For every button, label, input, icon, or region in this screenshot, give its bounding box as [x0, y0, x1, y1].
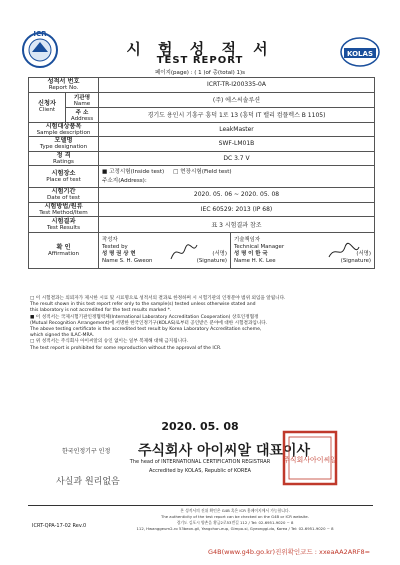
place-label: 시험장소 Place of test [29, 166, 99, 188]
note-line: which signed the ILAC-MRA. [30, 333, 94, 339]
applicant-label: 신청자 Client [29, 92, 66, 122]
report-no-value: ICRT-TR-I200335-0A [99, 78, 375, 93]
note-line: The result shown in this test report refer only to the sample(s) tested unless otherwise stated and [30, 302, 256, 308]
footer-line: 112, Hwanggeum2-ro 53beon-gil, Yangchon-eup, Gimpo-si, Gyeonggi-do, Korea / Tel: 02-6951-9020 ~ 8 [136, 526, 334, 531]
manager-cell: 기술책임자 Technical Manager 성 명 이 한 국 (서명) Name H. K. Lee (Signature) [231, 233, 375, 269]
seal-text: 주식회사아이씨알 [282, 456, 338, 464]
title-english: TEST REPORT [156, 55, 244, 66]
company-seal-icon [280, 428, 340, 488]
note-line: this laboratory is not accredited for the test results marked *. [30, 308, 172, 314]
footer-divider [28, 505, 373, 506]
results-label: 시험결과 Test Results [29, 217, 99, 233]
ratings-value: DC 3.7 V [99, 151, 375, 166]
copy-watermark: 사실과 원리없음 [56, 477, 120, 487]
kolas-logo-text: KOLAS [347, 50, 373, 58]
accredited-by: Accredited by KOLAS, Republic of KOREA [149, 468, 251, 474]
company-subtitle: The head of INTERNATIONAL CERTIFICATION REGISTRAR [129, 459, 271, 465]
notes-section [30, 296, 370, 352]
footer-line: The authenticity of the test report can be checked on the G4B or ICR website. [161, 514, 309, 519]
footer-line: 본 성적서의 진위 확인은 G4B 혹은 ICR 홈페이지에서 가능합니다. [180, 508, 290, 513]
report-no-label: 성적서 번호 Report No. [29, 78, 99, 93]
tested-by-cell: 작성자 Tested by 성 명 권 상 현 (서명) Name S. H. Gweon (Signature) [99, 233, 231, 269]
method-value: IEC 60529: 2013 (IP 68) [99, 202, 375, 217]
affirmation-label: 확 인 Affirmation [29, 233, 99, 269]
results-value: 표 3 시험결과 참조 [99, 217, 375, 233]
footer-line: 경기도 김포시 양촌읍 황금2로53번길 112 / Tel: 02-6951-9020 ~ 8 [176, 520, 294, 525]
tested-signature-icon [169, 241, 199, 263]
place-field: □ 현장시험(Field test) [173, 169, 232, 176]
note-line: The test report is prohibited for some reproduction without the approval of the ICR. [30, 345, 222, 351]
company-name: 주식회사 아이씨알 대표이사 [138, 443, 311, 459]
address-label: 주 소 Address [66, 107, 99, 122]
title-korean: 시 험 성 적 서 [126, 40, 274, 58]
name-label: 기관명 Name [66, 92, 99, 107]
method-label: 시험방법/원류 Test Method/Item [29, 202, 99, 217]
report-table [28, 77, 375, 269]
model-value: SWF-LM01B [99, 137, 375, 152]
g4b-verification-code: G4B(www.g4b.go.kr)진위확인코드 : xxeaAA2ARF8= [208, 548, 371, 556]
date-label: 시험기간 Date of test [29, 188, 99, 203]
place-fixed: ■ 고정시험(Inside test) [102, 169, 165, 176]
manager-signature-icon [327, 241, 361, 263]
place-value [99, 166, 375, 188]
sample-label: 시험대상품목 Sample description [29, 122, 99, 137]
accreditation-prefix: 한국인정기구 인정 [62, 448, 111, 455]
note-line: □ 위 성적서는 주식회사 아이씨알의 승인 없이는 일부 복제해 대해 금지됩니다. [30, 339, 188, 345]
icr-logo-text: ICR [33, 30, 47, 38]
name-value: (주) 에스씨솔루션 [99, 92, 375, 107]
ratings-label: 정 격 Ratings [29, 151, 99, 166]
issue-date: 2020. 05. 08 [161, 420, 239, 433]
form-code: ICRT-QPA-17-02 Rev.0 [32, 523, 87, 529]
note-line: ■ 이 성적서는 국제시험기관인정협력체(International Laboratory Accreditation Cooperation) 상호인정협정 [30, 314, 259, 320]
sample-value: LeakMaster [99, 122, 375, 137]
note-line: (Mutual Recognition Arrangement)에 서명한 한국인정기구(KOLAS)로부터 공인받은 분야에 대한 시험결과입니다. [30, 320, 268, 326]
address-value: 경기도 용인시 기흥구 흥덕 1로 13 (흥덕 IT 밸리 컴플렉스 B 1105) [99, 107, 375, 122]
note-line: □ 이 시험결과는 의뢰자가 제시한 시료 및 시료명으로 성적서의 결과로 한정하며 시 시험기관의 인정분야 범위 외임을 알립니다. [30, 296, 286, 301]
note-line: The above testing certificate is the accredited test result by Korea Laboratory Accreditation scheme, [30, 326, 262, 332]
place-address: 주소지(Address): [102, 177, 147, 184]
page-indicator: 페이지(page) : ( 1 )of 총(total) 1)s [154, 70, 246, 76]
model-label: 모델명 Type designation [29, 137, 99, 152]
date-value: 2020. 05. 06 ~ 2020. 05. 08 [99, 188, 375, 203]
